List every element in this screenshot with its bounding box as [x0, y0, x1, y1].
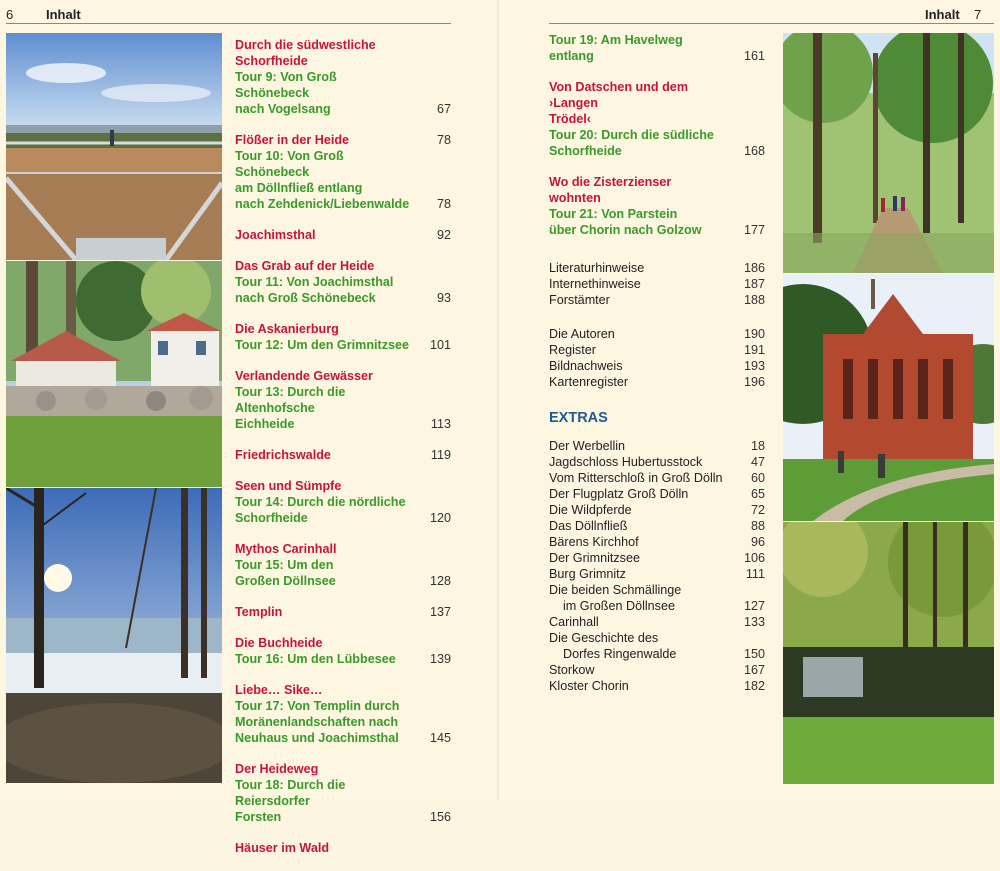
- list-item-page-number: 191: [743, 343, 765, 357]
- toc-line-text: Trödel‹: [549, 112, 591, 126]
- list-item: [549, 342, 765, 358]
- tour-title-line: [235, 777, 451, 809]
- toc-page-number: 113: [430, 417, 451, 431]
- toc-line-text: Die Buchheide: [235, 636, 323, 650]
- toc-page-number: 119: [430, 448, 451, 462]
- tour-title-line: [235, 557, 451, 573]
- chapter-title-line: [235, 321, 451, 337]
- toc-entry: [235, 682, 451, 746]
- list-item: [549, 534, 765, 550]
- tour-title-line: [235, 698, 451, 714]
- toc-page-number: 161: [743, 49, 765, 63]
- toc-entry: [235, 321, 451, 353]
- tour-title-line: [235, 69, 451, 101]
- chapter-title-line: [549, 79, 765, 111]
- list-item-page-number: 47: [750, 455, 765, 469]
- tour-title-line: [549, 222, 765, 238]
- toc-line-text: Schorfheide: [235, 54, 308, 68]
- toc-line-text: Das Grab auf der Heide: [235, 259, 375, 273]
- list-item-page-number: 18: [750, 439, 765, 453]
- list-item: [549, 566, 765, 582]
- chapter-title-line: [549, 111, 765, 127]
- toc-entry: [549, 32, 765, 64]
- toc-line-text: Tour 19: Am Havelweg entlang: [549, 33, 683, 63]
- toc-entry: [549, 174, 765, 238]
- toc-line-text: Tour 10: Von Groß Schönebeck: [235, 149, 344, 179]
- toc-page-number: 67: [436, 102, 451, 116]
- toc-line-text: am Döllnfließ entlang: [235, 181, 363, 195]
- toc-entry: [235, 447, 451, 463]
- toc-line-text: Schorfheide: [549, 144, 622, 158]
- tour-title-line: [549, 32, 765, 64]
- toc-page-number: 177: [743, 223, 765, 237]
- toc-line-text: Tour 18: Durch die Reiersdorfer: [235, 778, 346, 808]
- list-item: [549, 598, 765, 614]
- toc-line-text: Tour 15: Um den: [235, 558, 334, 572]
- list-item-text: Die Wildpferde: [549, 503, 632, 517]
- tour-title-line: [235, 651, 451, 667]
- photo-brick-church: [783, 274, 994, 521]
- chapter-title-line: [235, 761, 451, 777]
- toc-line-text: Moränenlandschaften nach: [235, 715, 399, 729]
- toc-line-text: Die Askanierburg: [235, 322, 339, 336]
- toc-page-number: 93: [436, 291, 451, 305]
- chapter-title-line: [235, 604, 451, 620]
- toc-line-text: Tour 13: Durch die Altenhofsche: [235, 385, 346, 415]
- list-item-page-number: 196: [743, 375, 765, 389]
- toc-line-text: Tour 17: Von Templin durch: [235, 699, 400, 713]
- list-item-page-number: 111: [745, 567, 765, 581]
- list-item-page-number: 127: [743, 599, 765, 613]
- list-item-text: Der Flugplatz Groß Dölln: [549, 487, 689, 501]
- toc-entry: [235, 840, 451, 856]
- list-item: [549, 454, 765, 470]
- list-item-page-number: 186: [743, 261, 765, 275]
- right-page-number: 7: [974, 7, 982, 22]
- list-item: [549, 486, 765, 502]
- list-item-page-number: 182: [743, 679, 765, 693]
- left-page-number: 6: [6, 7, 14, 22]
- tour-title-line: [549, 206, 765, 222]
- photo-forest-pond: [783, 522, 994, 784]
- tour-title-line: [549, 143, 765, 159]
- toc-line-text: Schorfheide: [235, 511, 308, 525]
- tour-title-line: [235, 148, 451, 180]
- left-page: [0, 0, 500, 855]
- toc-line-text: Friedrichswalde: [235, 448, 331, 462]
- list-item-text: Burg Grimnitz: [549, 567, 626, 581]
- tour-title-line: [235, 274, 451, 290]
- list-item-page-number: 106: [743, 551, 765, 565]
- list-item-text: Kartenregister: [549, 375, 629, 389]
- toc-line-text: Seen und Sümpfe: [235, 479, 342, 493]
- toc-page-number: 128: [429, 574, 451, 588]
- tour-title-line: [235, 384, 451, 416]
- toc-entry: [235, 37, 451, 117]
- toc-line-text: nach Zehdenick/Liebenwalde: [235, 197, 410, 211]
- toc-entry: [235, 368, 451, 432]
- list-item-text: Die Autoren: [549, 327, 615, 341]
- toc-entry: [235, 478, 451, 526]
- list-item-page-number: 133: [743, 615, 765, 629]
- toc-entry: [235, 227, 451, 243]
- photo-timbered-houses: [6, 261, 222, 487]
- list-item: [549, 678, 765, 694]
- toc-line-text: Liebe… Sike…: [235, 683, 323, 697]
- list-item: [549, 292, 765, 308]
- list-item-text: Carinhall: [549, 615, 599, 629]
- list-item-page-number: 65: [750, 487, 765, 501]
- tour-title-line: [235, 510, 451, 526]
- toc-page-number: 145: [429, 731, 451, 745]
- toc-line-text: Tour 11: Von Joachimsthal: [235, 275, 394, 289]
- list-item-text: Die beiden Schmällinge: [549, 583, 682, 597]
- tour-title-line: [235, 714, 451, 730]
- list-item: [549, 374, 765, 390]
- list-item: [549, 630, 765, 646]
- list-item-page-number: 193: [743, 359, 765, 373]
- toc-line-text: Neuhaus und Joachimsthal: [235, 731, 399, 745]
- toc-page-number: 101: [429, 338, 451, 352]
- toc-line-text: Eichheide: [235, 417, 295, 431]
- toc-entry: [235, 258, 451, 306]
- toc-entry: [235, 761, 451, 825]
- toc-line-text: Templin: [235, 605, 283, 619]
- list-item-text: Dorfes Ringenwalde: [563, 647, 677, 661]
- toc-entry: [549, 79, 765, 159]
- list-item-text: Literaturhinweise: [549, 261, 645, 275]
- list-item: [549, 358, 765, 374]
- list-item-text: Der Werbellin: [549, 439, 626, 453]
- list-item-text: im Großen Döllnsee: [563, 599, 675, 613]
- toc-line-text: Mythos Carinhall: [235, 542, 337, 556]
- toc-entry: [235, 604, 451, 620]
- list-item: [549, 276, 765, 292]
- list-item: [549, 470, 765, 486]
- toc-page-number: 156: [429, 810, 451, 824]
- chapter-title-line: [235, 541, 451, 557]
- toc-page-number: 168: [743, 144, 765, 158]
- left-header-rule: [6, 23, 451, 24]
- list-item: [549, 518, 765, 534]
- toc-line-text: Flößer in der Heide: [235, 133, 350, 147]
- tour-title-line: [235, 416, 451, 432]
- list-item: [549, 502, 765, 518]
- toc-line-text: Häuser im Wald: [235, 841, 330, 855]
- chapter-title-line: [235, 840, 451, 856]
- left-toc: [235, 37, 451, 871]
- toc-line-text: Durch die südwestliche: [235, 38, 376, 52]
- chapter-title-line: [235, 635, 451, 651]
- list-item-text: Bildnachweis: [549, 359, 623, 373]
- photo-viewing-platform: [6, 33, 222, 260]
- toc-page-number: 120: [429, 511, 451, 525]
- list-item-text: Register: [549, 343, 596, 357]
- list-item: [549, 646, 765, 662]
- photo-forest-path: [783, 33, 994, 273]
- tour-title-line: [235, 730, 451, 746]
- toc-line-text: Tour 16: Um den Lübbesee: [235, 652, 396, 666]
- right-header-title: Inhalt: [925, 7, 960, 22]
- toc-line-text: nach Groß Schönebeck: [235, 291, 376, 305]
- photo-winter-lake: [6, 488, 222, 783]
- tour-title-line: [235, 180, 451, 196]
- toc-page-number: 139: [429, 652, 451, 666]
- toc-page-number: 92: [436, 228, 451, 242]
- toc-line-text: Joachimsthal: [235, 228, 316, 242]
- list-item-page-number: 88: [750, 519, 765, 533]
- list-item-page-number: 188: [743, 293, 765, 307]
- list-item-text: Bärens Kirchhof: [549, 535, 639, 549]
- toc-page-number: 137: [429, 605, 451, 619]
- tour-title-line: [235, 290, 451, 306]
- list-item-text: Forstämter: [549, 293, 610, 307]
- tour-title-line: [235, 494, 451, 510]
- toc-line-text: Verlandende Gewässer: [235, 369, 373, 383]
- list-item-text: Jagdschloss Hubertusstock: [549, 455, 703, 469]
- list-item-text: Das Döllnfließ: [549, 519, 628, 533]
- toc-line-text: Tour 9: Von Groß Schönebeck: [235, 70, 337, 100]
- list-item: [549, 582, 765, 598]
- left-header-title: Inhalt: [46, 7, 81, 22]
- chapter-title-line: [235, 227, 451, 243]
- tour-title-line: [235, 196, 451, 212]
- list-item-text: Vom Ritterschloß in Groß Dölln: [549, 471, 723, 485]
- list-item: [549, 550, 765, 566]
- appendix-list-1: [549, 260, 765, 308]
- right-page: [500, 0, 1000, 800]
- chapter-title-line: [235, 447, 451, 463]
- list-item-text: Kloster Chorin: [549, 679, 629, 693]
- chapter-title-line: [235, 132, 451, 148]
- tour-title-line: [235, 809, 451, 825]
- chapter-title-line: [235, 478, 451, 494]
- toc-line-text: Forsten: [235, 810, 282, 824]
- list-item-page-number: 72: [750, 503, 765, 517]
- right-toc-tours: [549, 32, 765, 238]
- toc-line-text: Tour 12: Um den Grimnitzsee: [235, 338, 410, 352]
- toc-entry: [235, 132, 451, 212]
- chapter-title-line: [235, 368, 451, 384]
- list-item-text: Storkow: [549, 663, 595, 677]
- toc-line-text: Großen Döllnsee: [235, 574, 336, 588]
- appendix-list-2: [549, 326, 765, 390]
- toc-line-text: Wo die Zisterzienser wohnten: [549, 175, 672, 205]
- list-item-page-number: 190: [743, 327, 765, 341]
- list-item-page-number: 167: [743, 663, 765, 677]
- toc-line-text: Tour 14: Durch die nördliche: [235, 495, 406, 509]
- right-toc: [549, 32, 765, 709]
- list-item: [549, 614, 765, 630]
- tour-title-line: [235, 101, 451, 117]
- tour-title-line: [549, 127, 765, 143]
- list-item-text: Die Geschichte des: [549, 631, 659, 645]
- chapter-title-line: [235, 258, 451, 274]
- chapter-title-line: [549, 174, 765, 206]
- chapter-title-line: [235, 37, 451, 53]
- toc-line-text: Tour 21: Von Parstein: [549, 207, 678, 221]
- extras-list: [549, 438, 765, 694]
- toc-entry: [235, 541, 451, 589]
- list-item-text: Der Grimnitzsee: [549, 551, 640, 565]
- list-item-page-number: 150: [743, 647, 765, 661]
- chapter-title-line: [235, 53, 451, 69]
- tour-title-line: [235, 573, 451, 589]
- list-item-page-number: 187: [743, 277, 765, 291]
- toc-line-text: Der Heideweg: [235, 762, 319, 776]
- toc-page-number: 78: [436, 197, 451, 211]
- list-item: [549, 326, 765, 342]
- right-header-rule: [549, 23, 994, 24]
- toc-line-text: über Chorin nach Golzow: [549, 223, 702, 237]
- tour-title-line: [235, 337, 451, 353]
- chapter-title-line: [235, 682, 451, 698]
- toc-page-number: 78: [436, 133, 451, 147]
- toc-line-text: nach Vogelsang: [235, 102, 331, 116]
- list-item: [549, 438, 765, 454]
- toc-line-text: Tour 20: Durch die südliche: [549, 128, 714, 142]
- list-item-page-number: 96: [750, 535, 765, 549]
- list-item: [549, 662, 765, 678]
- list-item-text: Internethinweise: [549, 277, 641, 291]
- extras-heading: EXTRAS: [549, 410, 608, 426]
- list-item: [549, 260, 765, 276]
- toc-line-text: Von Datschen und dem ›Langen: [549, 80, 689, 110]
- list-item-page-number: 60: [750, 471, 765, 485]
- toc-entry: [235, 635, 451, 667]
